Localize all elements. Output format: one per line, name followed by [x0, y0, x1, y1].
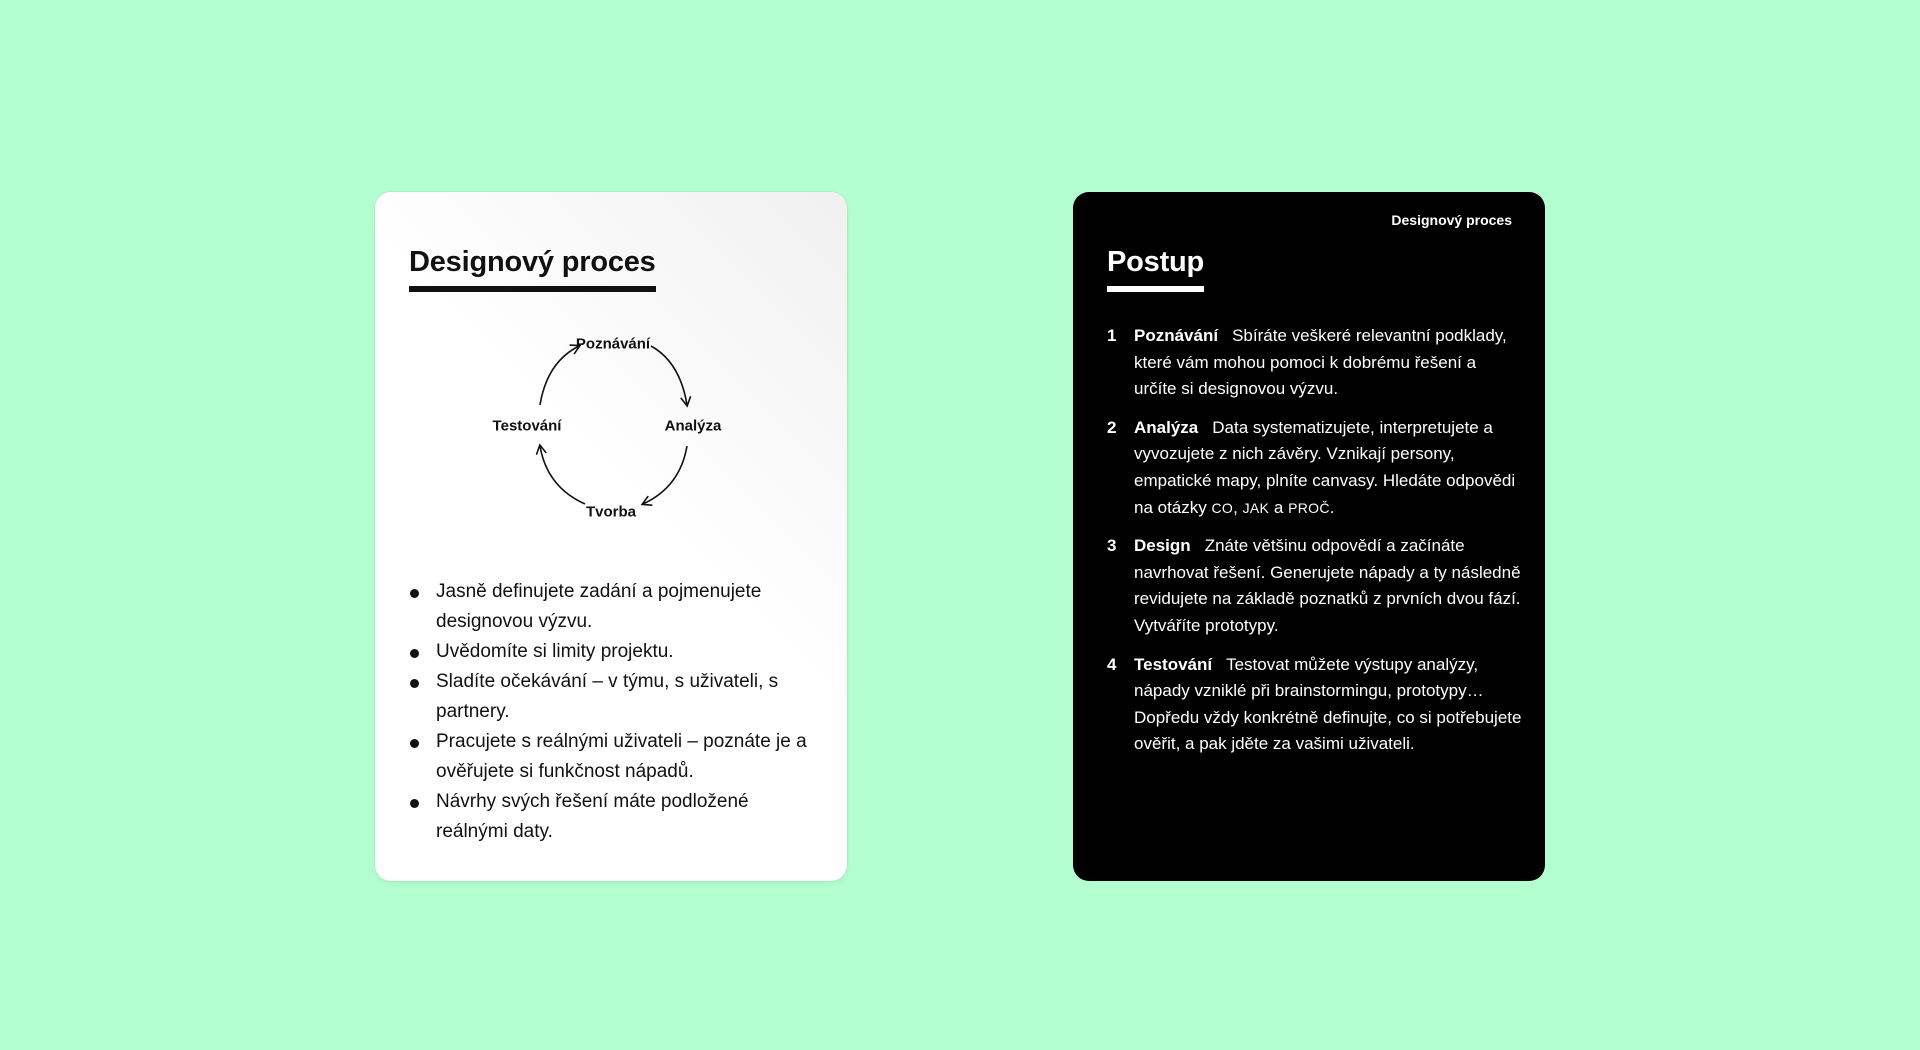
separator: , — [1233, 497, 1238, 517]
step-number: 2 — [1107, 417, 1117, 437]
step-3 — [1107, 533, 1522, 639]
step-text: Znáte většinu odpovědí a začínáte navrhovat řešení. Generujete nápady a ty následně revidujete na základě poznatků z prvních dvou fází. Vytváříte prototypy. — [1134, 536, 1521, 635]
list-item-text: Jasně definujete zadání a pojmenujete designovou výzvu. — [436, 581, 762, 632]
cycle-label-testovani: Testování — [492, 417, 562, 435]
step-2 — [1107, 415, 1522, 521]
steps-list — [1107, 323, 1522, 770]
step-name: Poznávání — [1134, 326, 1219, 345]
step-text: Data systematizujete, interpretujete a vyvozujete z nich závěry. Vznikají persony, empatické mapy, plníte canvasy. Hledáte odpovědi na otázky — [1134, 417, 1516, 517]
arrow-analyza-tvorba — [643, 446, 687, 504]
step-name: Testování — [1134, 654, 1213, 674]
step-number: 4 — [1107, 654, 1117, 674]
step-text: Testovat můžete výstupy analýzy, nápady vzniklé při brainstormingu, prototypy… Dopředu vždy konkrétně definujte, co si potřebujete ověřit, a pak jděte za vašimi uživateli. — [1134, 654, 1522, 754]
step-1 — [1107, 323, 1522, 403]
step-text-end: . — [1329, 497, 1335, 517]
bullet-icon — [410, 799, 419, 808]
step-text: Sbíráte veškeré relevantní podklady, které vám mohou pomoci k dobrému řešení a určíte si designovou výzvu. — [1134, 326, 1507, 399]
front-card — [375, 192, 847, 881]
cycle-label-analyza: Analýza — [664, 417, 722, 435]
list-item-text: Sladíte očekávání – v týmu, s uživateli, s partnery. — [436, 671, 779, 722]
list-item — [409, 637, 819, 667]
back-card — [1073, 192, 1545, 881]
separator: a — [1273, 497, 1284, 517]
list-item-text: Uvědomíte si limity projektu. — [436, 641, 674, 662]
arrow-tvorba-testovani — [540, 446, 585, 504]
list-item-text: Návrhy svých řešení máte podložené reálnými daty. — [436, 791, 749, 842]
cycle-label-poznavani: Poznávání — [575, 335, 651, 353]
step-name: Design — [1134, 536, 1191, 556]
bullet-icon — [410, 589, 419, 598]
back-card-tag: Designový proces — [1391, 212, 1512, 228]
front-card-title: Designový proces — [409, 245, 656, 292]
question-proc: PROČ — [1288, 499, 1330, 516]
step-number: 1 — [1107, 326, 1117, 345]
arrow-testovani-poznavani — [540, 346, 579, 405]
step-name: Analýza — [1134, 417, 1199, 437]
list-item — [409, 667, 819, 727]
step-4 — [1107, 652, 1522, 758]
list-item-text: Pracujete s reálnými uživateli – poznáte je a ověřujete si funkčnost nápadů. — [436, 731, 807, 782]
back-card-title: Postup — [1107, 245, 1204, 292]
list-item — [409, 577, 819, 637]
bullet-icon — [410, 739, 419, 748]
cycle-label-tvorba: Tvorba — [585, 503, 637, 521]
list-item — [409, 727, 819, 787]
question-jak: JAK — [1242, 499, 1270, 516]
benefits-list — [409, 577, 819, 847]
arrow-poznavani-analyza — [651, 346, 687, 405]
bullet-icon — [410, 679, 419, 688]
step-number: 3 — [1107, 536, 1117, 556]
design-cycle-diagram — [475, 332, 735, 542]
list-item — [409, 787, 819, 847]
question-co: CO — [1211, 499, 1234, 516]
bullet-icon — [410, 649, 419, 658]
